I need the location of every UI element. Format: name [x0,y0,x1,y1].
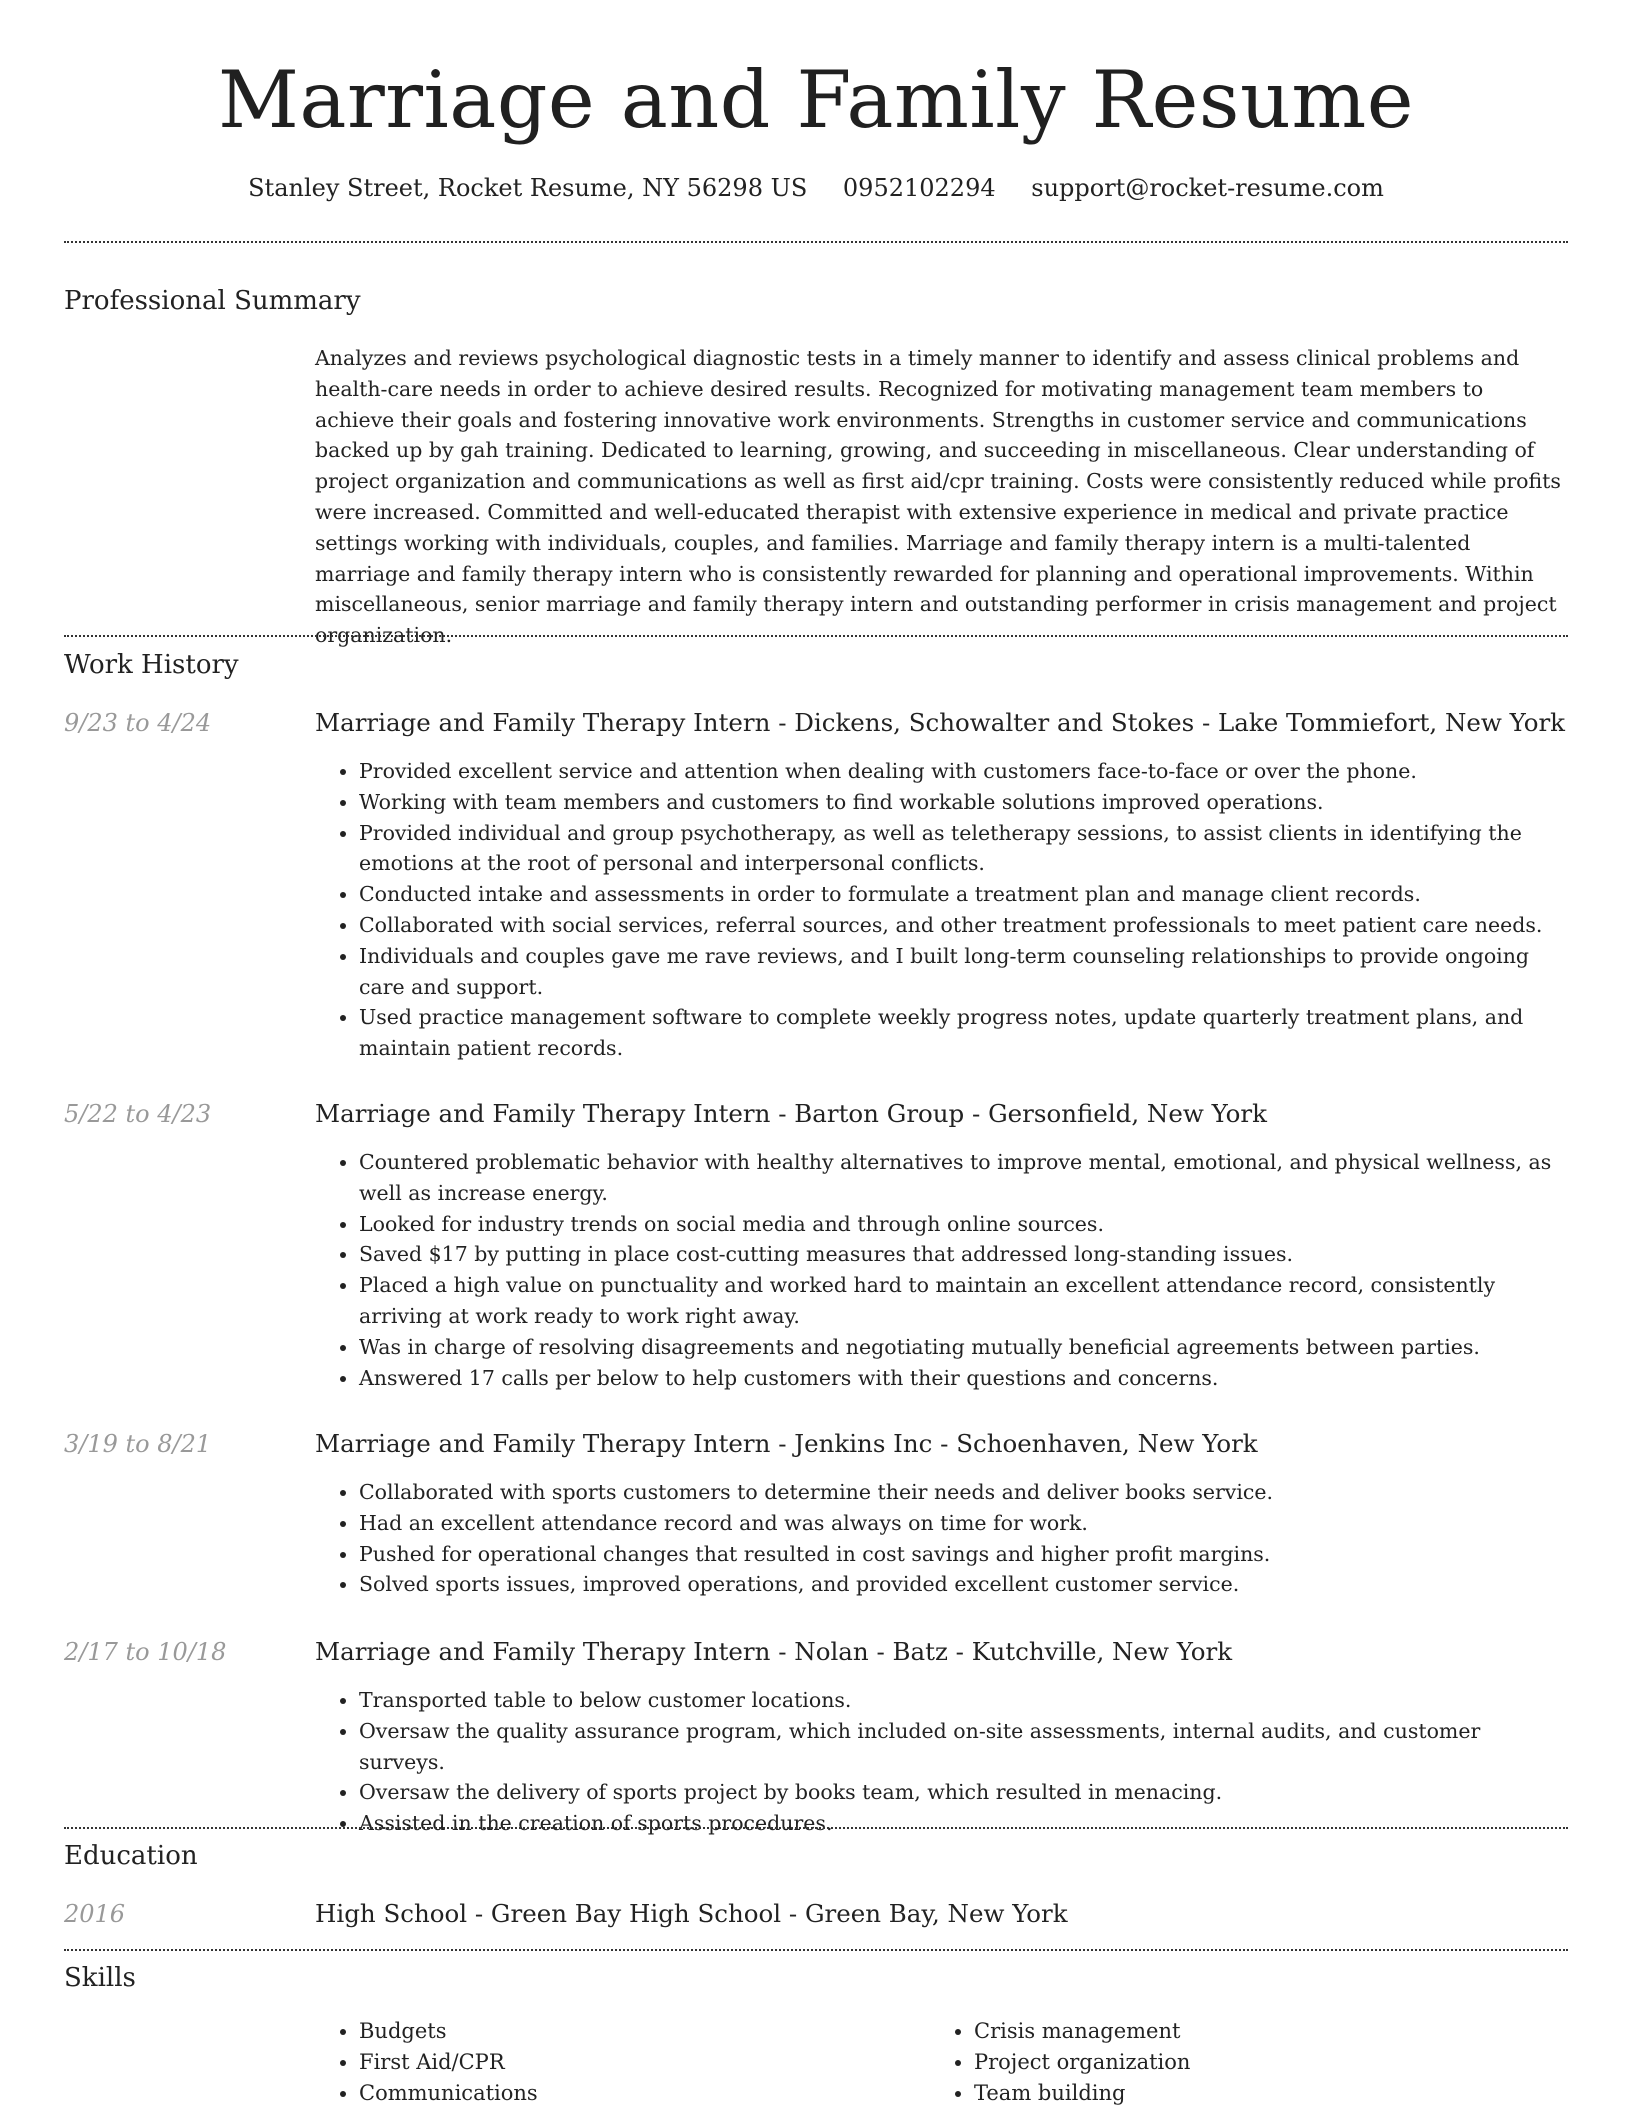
job-dates: 3/19 to 8/21 [64,1430,212,1458]
job-bullet: • Conducted intake and assessments in order to formulate a treatment plan and manage client records. [359,879,1569,910]
job-bullet: • Looked for industry trends on social media and through online sources. [359,1209,1569,1240]
education-heading: Education [64,1841,198,1871]
job-bullets [315,1477,1569,1600]
job-bullet: • Oversaw the delivery of sports project by books team, which resulted in menacing. [359,1777,1569,1808]
skill-item: • Communications [359,2078,915,2109]
contact-email: support@rocket-resume.com [1031,174,1384,202]
job-bullet: • Used practice management software to complete weekly progress notes, update quarterly treatment plans, and maintain patient records. [359,1002,1569,1064]
contact-line [0,172,1632,204]
skill-item: • Project organization [974,2047,1530,2078]
job-title: Marriage and Family Therapy Intern - Nolan - Batz - Kutchville, New York [315,1637,1233,1666]
job-bullet: • Assisted in the creation of sports procedures. [359,1808,1569,1839]
contact-address: Stanley Street, Rocket Resume, NY 56298 US [248,174,808,202]
job-bullet: • Answered 17 calls per below to help customers with their questions and concerns. [359,1363,1569,1394]
summary-text: Analyzes and reviews psychological diagnostic tests in a timely manner to identify and assess clinical problems and health-care needs in order to achieve desired results. Recognized for motivating management team members to achieve their goals and fostering innovative work environments. Strengths in customer service and communications backed up by gah training. Dedicated to learning, growing, and succeeding in miscellaneous. Clear understanding of project organization and communications as well as first aid/cpr training. Costs were consistently reduced while profits were increased. Committed and well-educated therapist with extensive experience in medical and private practice settings working with individuals, couples, and families. Marriage and family therapy intern is a multi-talented marriage and family therapy intern who is consistently rewarded for planning and operational improvements. Within miscellaneous, senior marriage and family therapy intern and outstanding performer in crisis management and project organization. [315,346,1561,648]
skill-item: • First Aid/CPR [359,2047,915,2078]
divider [64,241,1568,243]
job-title: Marriage and Family Therapy Intern - Jenkins Inc - Schoenhaven, New York [315,1429,1258,1458]
skill-item: • Budgets [359,2016,915,2047]
skills-list-left [315,2016,915,2109]
job-bullet: • Solved sports issues, improved operations, and provided excellent customer service. [359,1569,1569,1600]
job-bullet: • Working with team members and customers to find workable solutions improved operations. [359,787,1569,818]
education-title: High School - Green Bay High School - Green Bay, New York [315,1899,1068,1928]
skill-item: • Crisis management [974,2016,1530,2047]
divider [64,1949,1568,1951]
job-bullet: • Saved $17 by putting in place cost-cutting measures that addressed long-standing issues. [359,1239,1569,1270]
job-bullet: • Provided individual and group psychotherapy, as well as teletherapy sessions, to assist clients in identifying the emotions at the root of personal and interpersonal conflicts. [359,818,1569,880]
skills-heading: Skills [64,1963,136,1993]
job-bullets [315,1685,1569,1839]
job-bullet: • Collaborated with sports customers to determine their needs and deliver books service. [359,1477,1569,1508]
job-bullet: • Had an excellent attendance record and was always on time for work. [359,1508,1569,1539]
education-year: 2016 [64,1900,126,1928]
job-dates: 9/23 to 4/24 [64,709,212,737]
job-bullet: • Placed a high value on punctuality and worked hard to maintain an excellent attendance record, consistently arriving at work ready to work right away. [359,1270,1569,1332]
job-dates: 5/22 to 4/23 [64,1100,212,1128]
divider [64,1827,1568,1829]
skills-list-right [930,2016,1530,2109]
job-dates: 2/17 to 10/18 [64,1638,227,1666]
skill-item: • Team building [974,2078,1530,2109]
job-bullets [315,756,1569,1064]
work-history-heading: Work History [64,650,239,680]
job-bullet: • Oversaw the quality assurance program, which included on-site assessments, internal audits, and customer surveys. [359,1716,1569,1778]
job-bullet: • Countered problematic behavior with healthy alternatives to improve mental, emotional, and physical wellness, as well as increase energy. [359,1147,1569,1209]
resume-title: Marriage and Family Resume [217,54,1415,146]
summary-heading: Professional Summary [64,286,361,316]
divider [64,635,1568,637]
job-bullet: • Provided excellent service and attention when dealing with customers face-to-face or over the phone. [359,756,1569,787]
job-bullets [315,1147,1569,1393]
job-title: Marriage and Family Therapy Intern - Barton Group - Gersonfield, New York [315,1099,1267,1128]
job-bullet: • Transported table to below customer locations. [359,1685,1569,1716]
contact-phone: 0952102294 [842,174,996,202]
job-bullet: • Was in charge of resolving disagreements and negotiating mutually beneficial agreements between parties. [359,1332,1569,1363]
job-bullet: • Pushed for operational changes that resulted in cost savings and higher profit margins. [359,1539,1569,1570]
job-bullet: • Individuals and couples gave me rave reviews, and I built long-term counseling relationships to provide ongoing care and support. [359,941,1569,1003]
job-bullet: • Collaborated with social services, referral sources, and other treatment professionals to meet patient care needs. [359,910,1569,941]
job-title: Marriage and Family Therapy Intern - Dickens, Schowalter and Stokes - Lake Tommiefort, New York [315,708,1566,737]
